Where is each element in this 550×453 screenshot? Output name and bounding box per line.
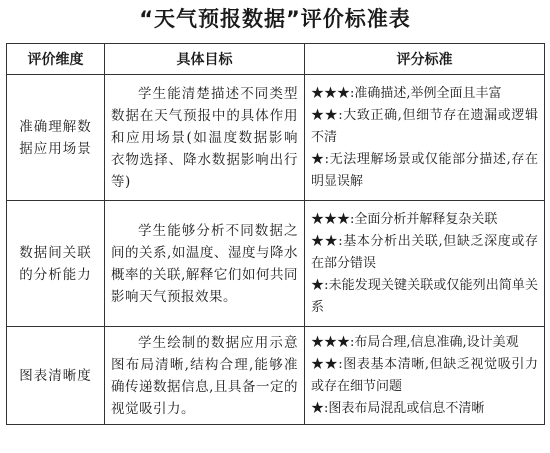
- criteria-three-star: ★★★:准确描述,举例全面且丰富: [311, 85, 502, 101]
- table-row: [7, 327, 545, 425]
- dimension-cell: 准确理解数据应用场景: [7, 75, 105, 201]
- criteria-cell: [305, 327, 545, 425]
- header-dimension: 评价维度: [7, 44, 105, 75]
- criteria-two-star: ★★:图表基本清晰,但缺乏视觉吸引力或存在细节问题: [311, 356, 538, 394]
- table-title: “天气预报数据”评价标准表: [139, 7, 411, 31]
- criteria-three-star: ★★★:布局合理,信息准确,设计美观: [311, 334, 519, 350]
- header-criteria: 评分标准: [305, 44, 545, 75]
- dimension-cell: 图表清晰度: [7, 327, 105, 425]
- criteria-cell: [305, 75, 545, 201]
- table-header-row: [7, 44, 545, 75]
- criteria-one-star: ★:未能发现关键关联或仅能列出简单关系: [311, 277, 538, 315]
- table-row: [7, 201, 545, 327]
- criteria-cell: [305, 201, 545, 327]
- criteria-two-star: ★★:大致正确,但细节存在遗漏或逻辑不清: [311, 107, 538, 145]
- header-goal: 具体目标: [105, 44, 305, 75]
- criteria-one-star: ★:图表布局混乱或信息不清晰: [311, 400, 485, 416]
- goal-cell: 学生能清楚描述不同类型数据在天气预报中的具体作用和应用场景(如温度数据影响衣物选择、降水数据影响出行等): [105, 75, 305, 201]
- criteria-one-star: ★:无法理解场景或仅能部分描述,存在明显误解: [311, 151, 538, 189]
- goal-cell: 学生绘制的数据应用示意图布局清晰,结构合理,能够准确传递数据信息,且具备一定的视觉吸引力。: [105, 327, 305, 425]
- evaluation-table: [6, 43, 545, 425]
- criteria-three-star: ★★★:全面分析并解释复杂关联: [311, 211, 498, 227]
- table-row: [7, 75, 545, 201]
- criteria-two-star: ★★:基本分析出关联,但缺乏深度或存在部分错误: [311, 233, 538, 271]
- goal-cell: 学生能够分析不同数据之间的关系,如温度、湿度与降水概率的关联,解释它们如何共同影响天气预报效果。: [105, 201, 305, 327]
- dimension-cell: 数据间关联的分析能力: [7, 201, 105, 327]
